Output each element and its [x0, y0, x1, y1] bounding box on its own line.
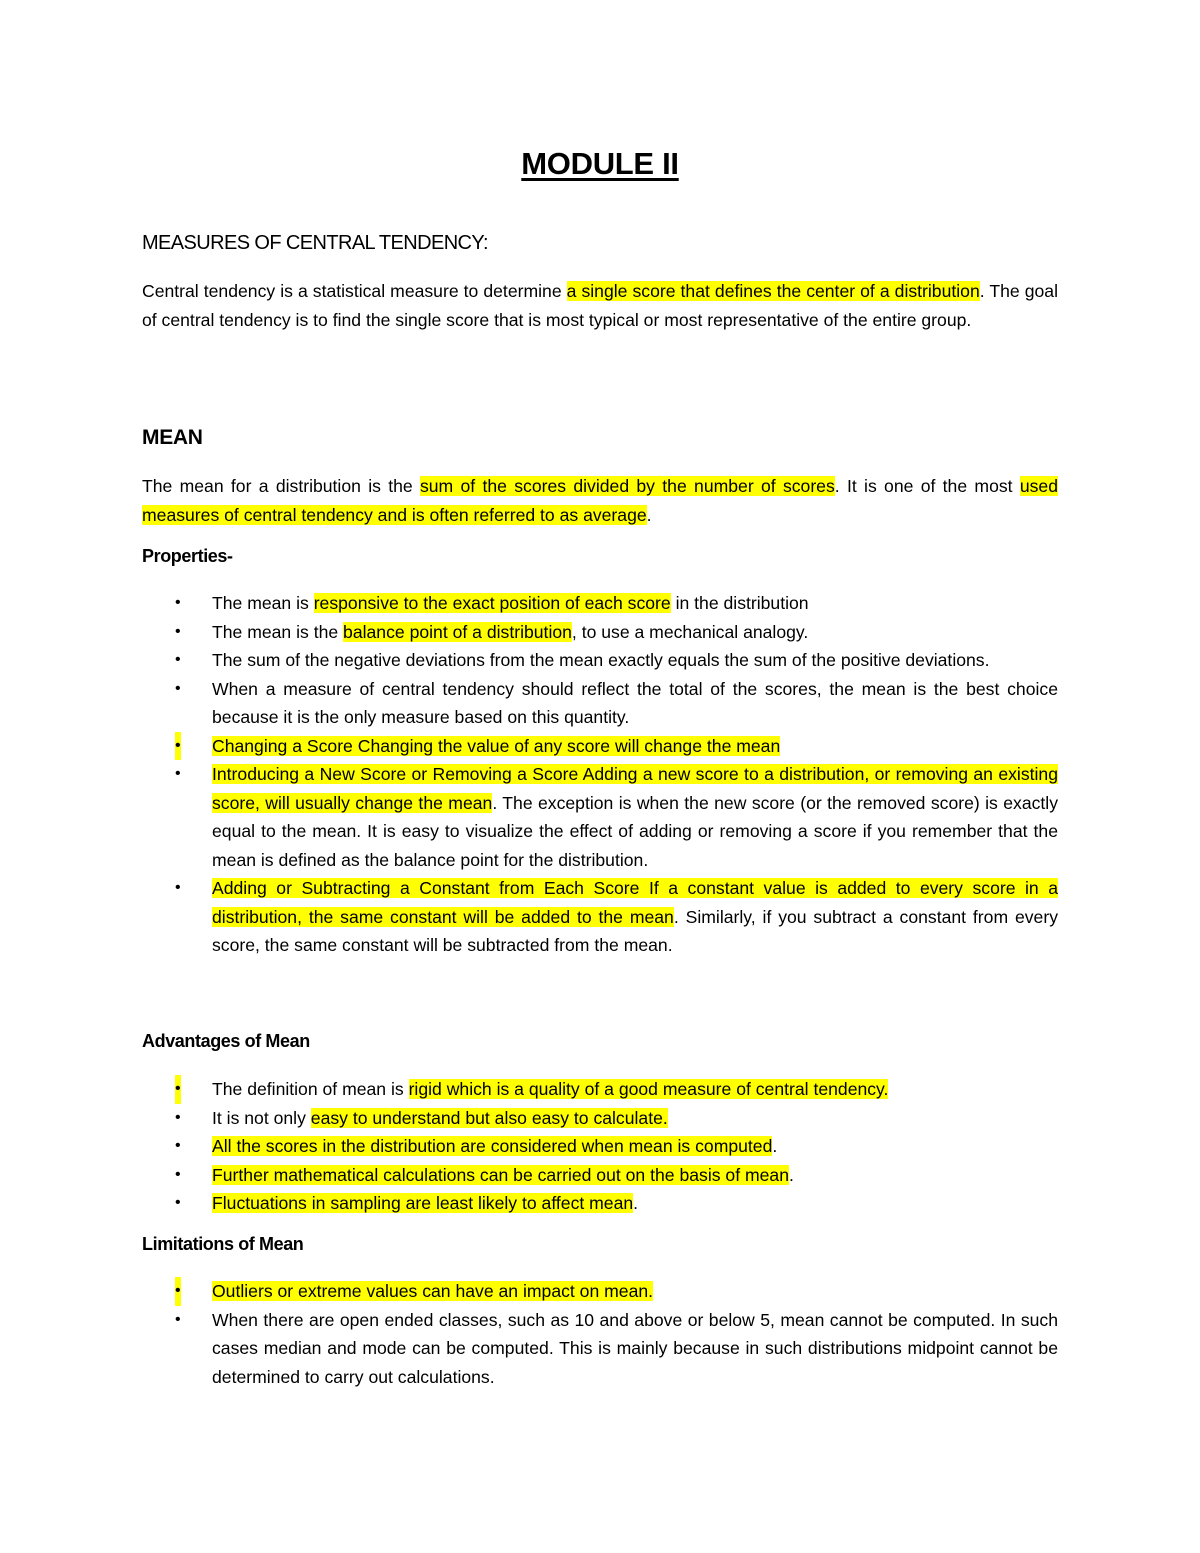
mean-heading: MEAN	[142, 426, 203, 449]
bullet-icon: •	[175, 651, 181, 668]
item-highlight: Fluctuations in sampling are least likely to affect mean	[212, 1193, 634, 1213]
properties-heading: Properties-	[142, 546, 233, 566]
item-highlight: Further mathematical calculations can be carried out on the basis of mean	[212, 1164, 789, 1185]
list-item	[142, 675, 1058, 732]
list-item	[142, 1277, 1058, 1306]
item-text: in the distribution	[670, 593, 809, 613]
mean-def-highlight-2: used measures of central tendency and is often referred to as average	[142, 476, 1058, 525]
item-text: It is not only	[212, 1107, 311, 1128]
item-text: The mean is the	[212, 621, 344, 642]
item-text: The sum of the negative deviations from the mean exactly equals the sum of the positive deviations.	[212, 650, 990, 670]
list-item	[142, 1075, 1058, 1104]
item-highlight: Adding or Subtracting a Constant from Each Score If a constant value is added to every score in a distribution, the same constant will be added to the mean	[212, 878, 1058, 927]
bullet-icon: •	[175, 1137, 181, 1154]
bullet-icon: •	[175, 1075, 181, 1104]
list-item	[142, 646, 1058, 675]
item-text: When there are open ended classes, such as 10 and above or below 5, mean cannot be computed. In such cases median and mode can be computed. This is mainly because in such distributions midpoint cannot be determined to carry out calculations.	[212, 1309, 1058, 1387]
item-text: The definition of mean is	[212, 1079, 409, 1099]
item-text: .	[789, 1164, 794, 1185]
intro-text-2: . The goal of central tendency is to find the single score that is most typical or most representative of the entire group.	[142, 281, 1058, 330]
item-highlight: rigid which is a quality of a good measure of central tendency.	[408, 1079, 889, 1099]
item-highlight: Introducing a New Score or Removing a Score Adding a new score to a distribution, or removing an existing score, will usually change the mean	[212, 764, 1058, 813]
mean-def-text-2: . It is one of the most	[834, 476, 1020, 496]
mean-definition	[142, 472, 1058, 529]
intro-text-1: Central tendency is a statistical measure to determine	[142, 281, 567, 301]
bullet-icon: •	[175, 622, 181, 640]
bullet-icon: •	[175, 879, 181, 896]
limitations-list	[142, 1277, 1058, 1391]
item-highlight: easy to understand but also easy to calculate.	[310, 1107, 668, 1128]
list-item	[142, 1132, 1058, 1161]
list-item	[142, 1104, 1058, 1133]
item-text: . The exception is when the new score (or the removed score) is exactly equal to the mean. It is easy to visualize the effect of adding or removing a score if you remember that the mean is defined as the balance point for the distribution.	[212, 792, 1058, 870]
mean-def-text-3: .	[646, 504, 652, 525]
list-item	[142, 760, 1058, 874]
item-highlight: Outliers or extreme values can have an impact on mean.	[212, 1281, 654, 1301]
list-item	[142, 732, 1058, 761]
intro-paragraph	[142, 277, 1058, 334]
item-text: , to use a mechanical analogy.	[571, 621, 809, 642]
bullet-icon: •	[175, 679, 181, 697]
bullet-icon: •	[175, 1194, 181, 1211]
mean-def-text-1: The mean for a distribution is the	[142, 476, 420, 496]
list-item	[142, 874, 1058, 960]
list-item	[142, 618, 1058, 647]
section-heading: MEASURES OF CENTRAL TENDENCY:	[142, 232, 488, 254]
limitations-heading: Limitations of Mean	[142, 1234, 304, 1254]
bullet-icon: •	[175, 1108, 181, 1126]
list-item	[142, 1306, 1058, 1392]
item-highlight: All the scores in the distribution are considered when mean is computed	[212, 1136, 773, 1156]
bullet-icon: •	[175, 1277, 181, 1306]
bullet-icon: •	[175, 732, 181, 761]
bullet-icon: •	[175, 1310, 181, 1328]
item-highlight: balance point of a distribution	[343, 621, 572, 642]
advantages-list	[142, 1075, 1058, 1218]
bullet-icon: •	[175, 765, 181, 782]
page-title: MODULE II	[521, 146, 679, 181]
bullet-icon: •	[175, 1165, 181, 1183]
list-item	[142, 1161, 1058, 1190]
item-highlight: Changing a Score Changing the value of any score will change the mean	[212, 735, 781, 756]
advantages-heading: Advantages of Mean	[142, 1031, 310, 1051]
list-item	[142, 1189, 1058, 1218]
item-text: When a measure of central tendency should reflect the total of the scores, the mean is the best choice because it is the only measure based on this quantity.	[212, 678, 1058, 727]
mean-def-highlight-1: sum of the scores divided by the number of scores	[419, 476, 835, 496]
item-text: The mean is	[212, 593, 314, 613]
item-text: .	[633, 1193, 639, 1213]
properties-list	[142, 589, 1058, 960]
item-text: .	[772, 1136, 778, 1156]
item-highlight: responsive to the exact position of each score	[313, 593, 671, 613]
item-text: . Similarly, if you subtract a constant from every score, the same constant will be subtracted from the mean.	[212, 906, 1058, 955]
intro-highlight: a single score that defines the center of a distribution	[566, 281, 980, 301]
bullet-icon: •	[175, 594, 181, 611]
list-item	[142, 589, 1058, 618]
